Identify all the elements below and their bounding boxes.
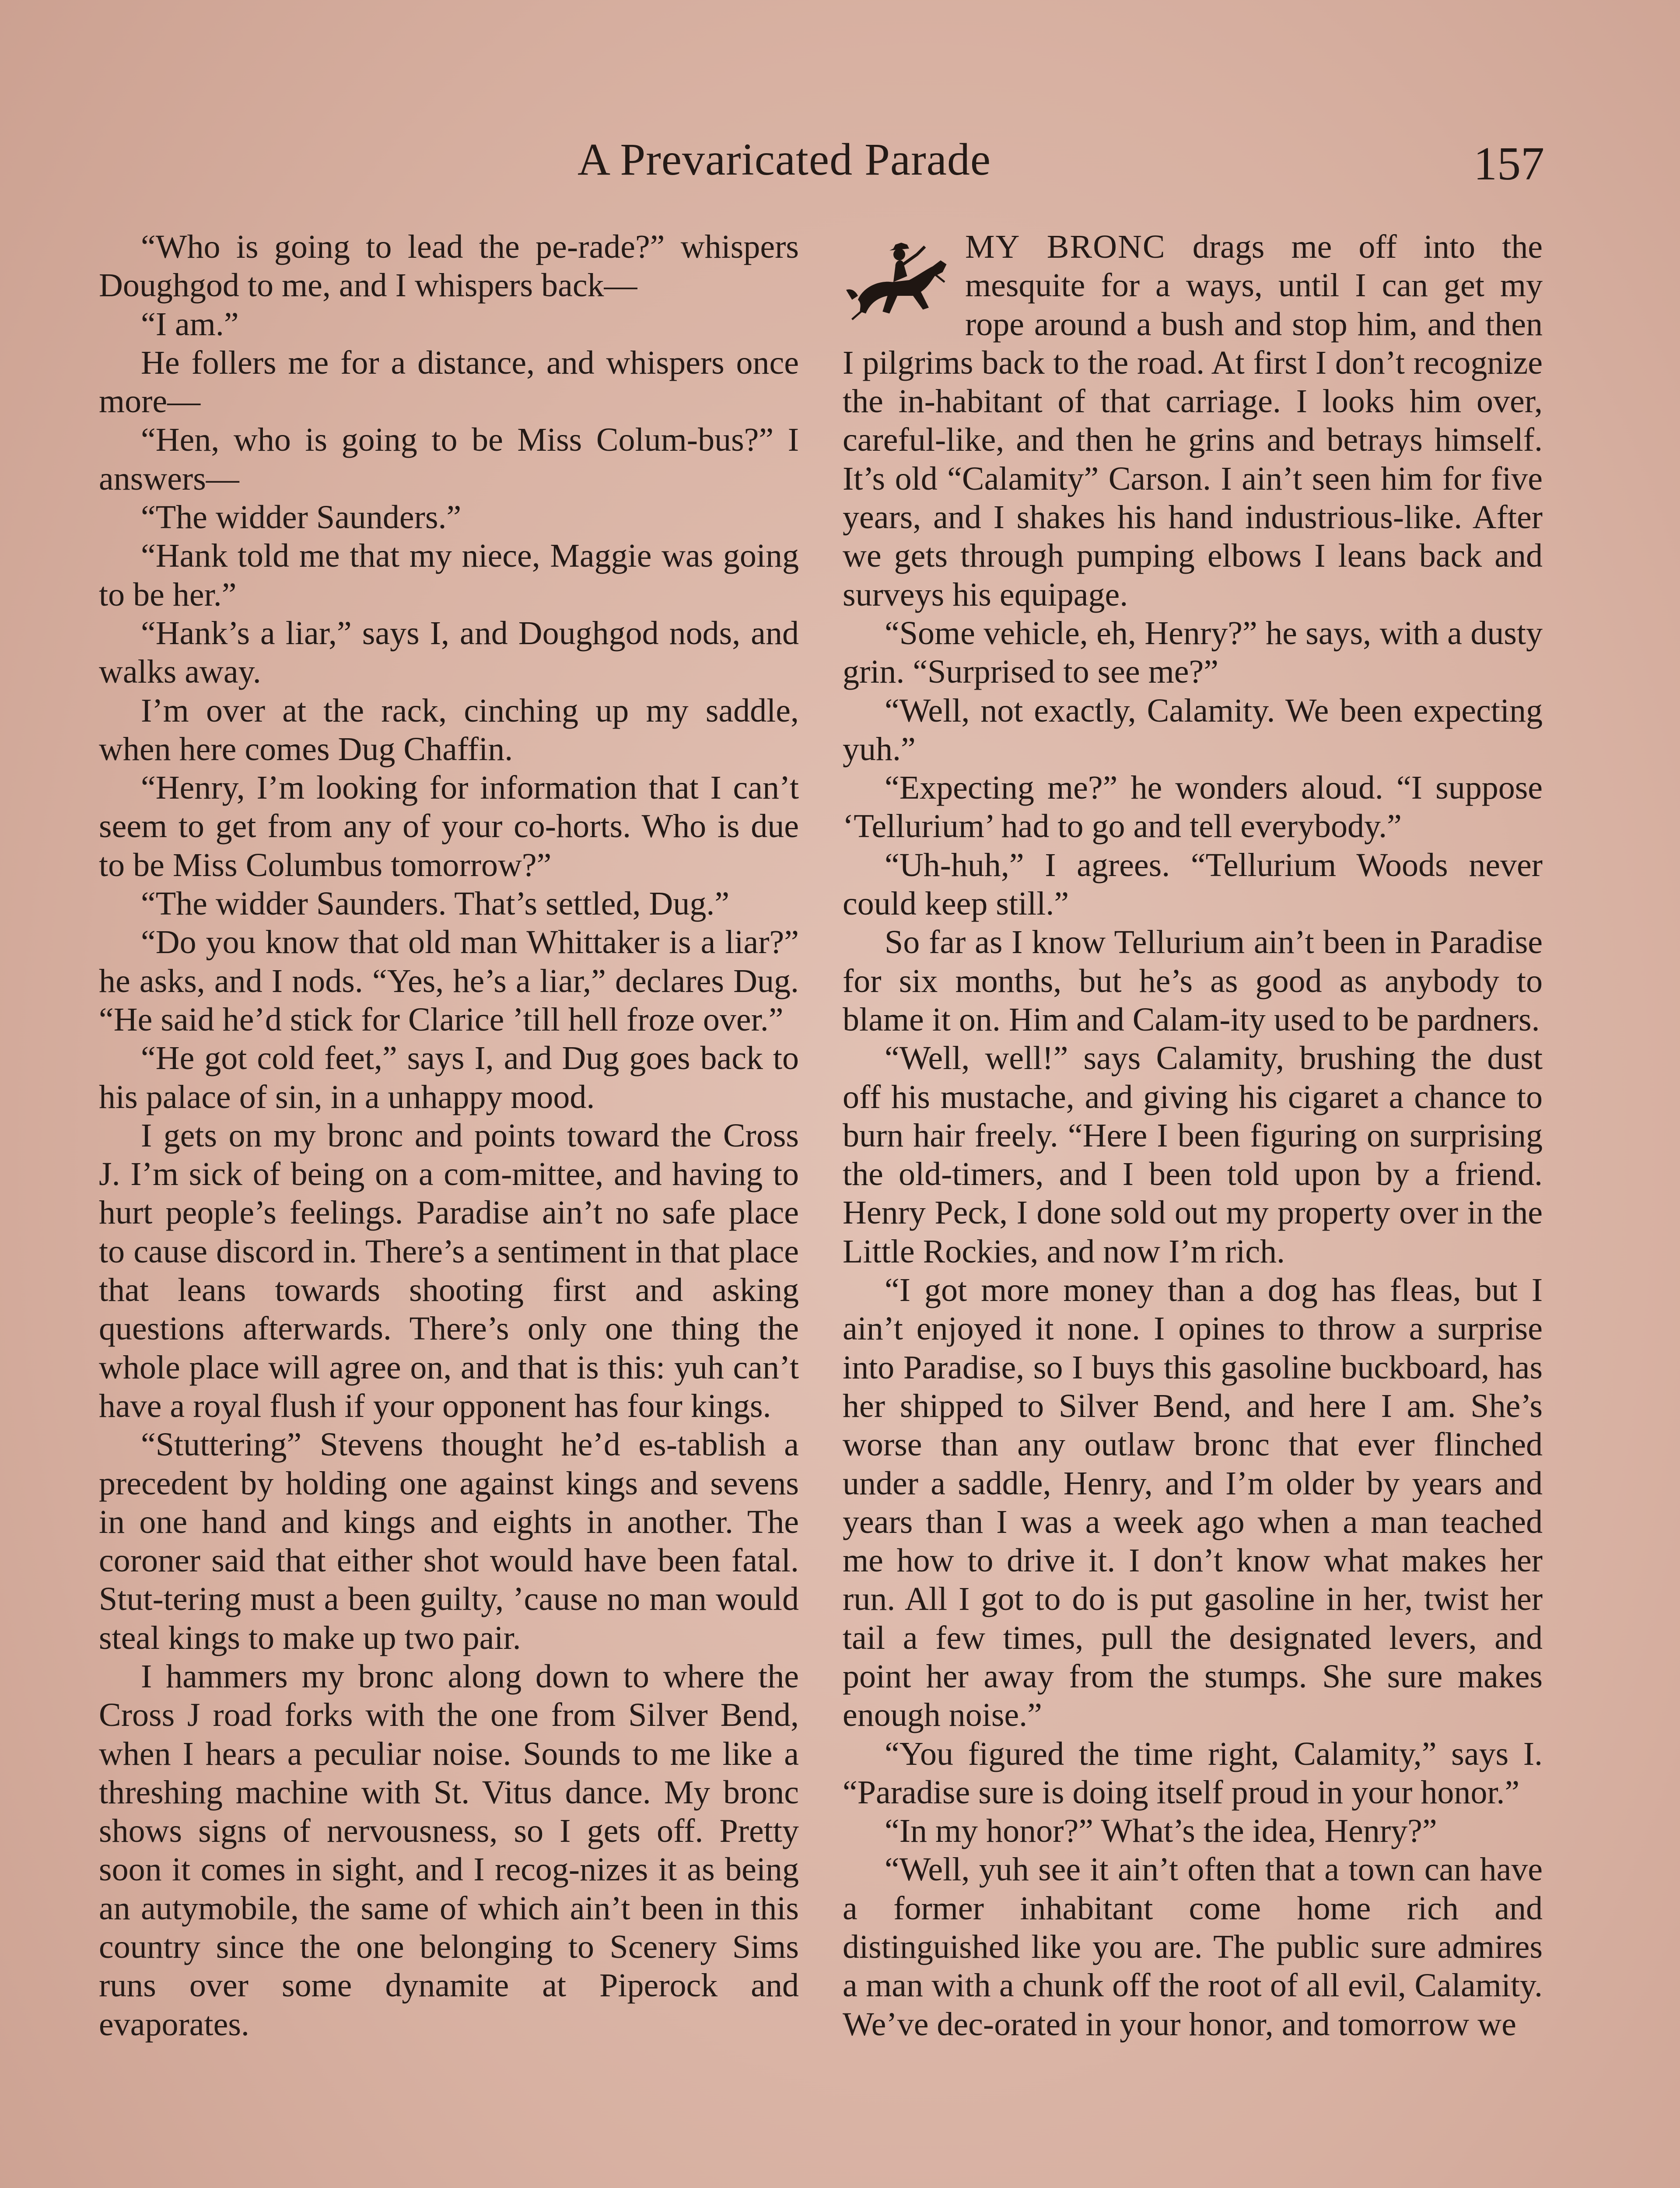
page-number: 157: [1474, 138, 1544, 190]
paragraph: He follers me for a distance, and whispers once more—: [99, 344, 799, 420]
paragraph: “The widder Saunders. That’s settled, Dug.”: [141, 885, 730, 922]
paragraph: “Stuttering” Stevens thought he’d es-tablish a precedent by holding one against kings and sevens in one hand and kings and eights in another. The coroner said that either shot would have been fatal. Stut-tering must a been guilty, ’cause no man would steal kings to make up two pair.: [99, 1426, 799, 1656]
paragraph: “Hank told me that my niece, Maggie was going to be her.”: [99, 537, 799, 613]
paragraph: “In my honor?” What’s the idea, Henry?”: [885, 1813, 1437, 1850]
paragraph: “I got more money than a dog has fleas, but I ain’t enjoyed it none. I opines to throw a surprise into Paradise, so I buys this gasoline buckboard, has her shipped to Silver Bend, and here I am. She’s worse than any outlaw bronc that ever flinched under a saddle, Henry, and I’m older by years and years than I was a week ago when a man teached me how to drive it. I don’t know what makes her run. All I got to do is put gasoline in her, twist her tail a few times, pull the designated levers, and point her away from the stumps. She sure makes enough noise.”: [843, 1272, 1543, 1734]
paragraph: “Well, not exactly, Calamity. We been expecting yuh.”: [843, 692, 1543, 768]
paragraph: “The widder Saunders.”: [141, 499, 462, 536]
drop-lead: MY BRONC: [965, 228, 1166, 265]
paragraph: “He got cold feet,” says I, and Dug goes back to his palace of sin, in a unhappy mood.: [99, 1040, 799, 1115]
paragraph-text: drags me off into the mesquite for a ways, until I can get my rope around a bush and stop him, and then I pilgrims back to the road. At first I don’t recognize the in-habitant of that carriage. I looks him over, careful-like, and then he grins and betrays himself. It’s old “Calamity” Carson. I ain’t seen him for five years, and I shakes his hand industrious-like. After we gets through pumping elbows I leans back and surveys his equipage.: [843, 228, 1543, 613]
running-head: [0, 131, 1680, 188]
paragraph: “Well, yuh see it ain’t often that a town can have a former inhabitant come home rich and distinguished like you are. The public sure admires a man with a chunk off the root of all evil, Calamity. We’ve dec-orated in your honor, and tomorrow we: [843, 1851, 1543, 2043]
paragraph: “Some vehicle, eh, Henry?” he says, with a dusty grin. “Surprised to see me?”: [843, 614, 1543, 691]
right-column: [843, 228, 1543, 2044]
paragraph: I gets on my bronc and points toward the Cross J. I’m sick of being on a com-mittee, and having to hurt people’s feelings. Paradise ain’t no safe place to cause discord in. There’s a sentiment in that place that leans towards shooting first and asking questions afterwards. There’s only one thing the whole place will agree on, and that is this: yuh can’t have a royal flush if your opponent has four kings.: [99, 1117, 799, 1424]
paragraph: I’m over at the rack, cinching up my saddle, when here comes Dug Chaffin.: [99, 692, 799, 768]
paragraph: I hammers my bronc along down to where the Cross J road forks with the one from Silver Bend, when I hears a peculiar noise. Sounds to me like a threshing machine with St. Vitus dance. My bronc shows signs of nervousness, so I gets off. Pretty soon it comes in sight, and I recog-nizes it as being an autymobile, the same of which ain’t been in this country since the one belonging to Scenery Sims runs over some dynamite at Piperock and evaporates.: [99, 1658, 799, 2043]
paragraph: “I am.”: [141, 305, 239, 343]
paragraph: “Hen, who is going to be Miss Colum-bus?” I answers—: [99, 421, 799, 497]
paragraph: “Who is going to lead the pe-rade?” whispers Doughgod to me, and I whispers back—: [99, 228, 799, 304]
paragraph: “Hank’s a liar,” says I, and Doughgod nods, and walks away.: [99, 614, 799, 691]
cowboy-on-bucking-horse-icon: [838, 228, 965, 341]
paragraph: “Expecting me?” he wonders aloud. “I suppose ‘Tellurium’ had to go and tell everybody.”: [843, 769, 1543, 845]
paragraph: “You figured the time right, Calamity,” says I. “Paradise sure is doing itself proud in your honor.”: [843, 1735, 1543, 1811]
paragraph: “Do you know that old man Whittaker is a liar?” he asks, and I nods. “Yes, he’s a liar,” declares Dug. “He said he’d stick for Clarice ’till hell froze over.”: [99, 924, 799, 1038]
running-title: A Prevaricated Parade: [578, 134, 991, 185]
left-column: [99, 228, 799, 2044]
paragraph: “Well, well!” says Calamity, brushing the dust off his mustache, and giving his cigaret a chance to burn hair freely. “Here I been figuring on surprising the old-timers, and I been told upon by a friend. Henry Peck, I done sold out my property over in the Little Rockies, and now I’m rich.: [843, 1040, 1543, 1270]
paragraph: So far as I know Tellurium ain’t been in Paradise for six months, but he’s as good as anybody to blame it on. Him and Calam-ity used to be pardners.: [843, 924, 1543, 1038]
paragraph: “Uh-huh,” I agrees. “Tellurium Woods never could keep still.”: [843, 846, 1543, 922]
paragraph: “Henry, I’m looking for information that I can’t seem to get from any of your co-horts. Who is due to be Miss Columbus tomorrow?”: [99, 769, 799, 884]
